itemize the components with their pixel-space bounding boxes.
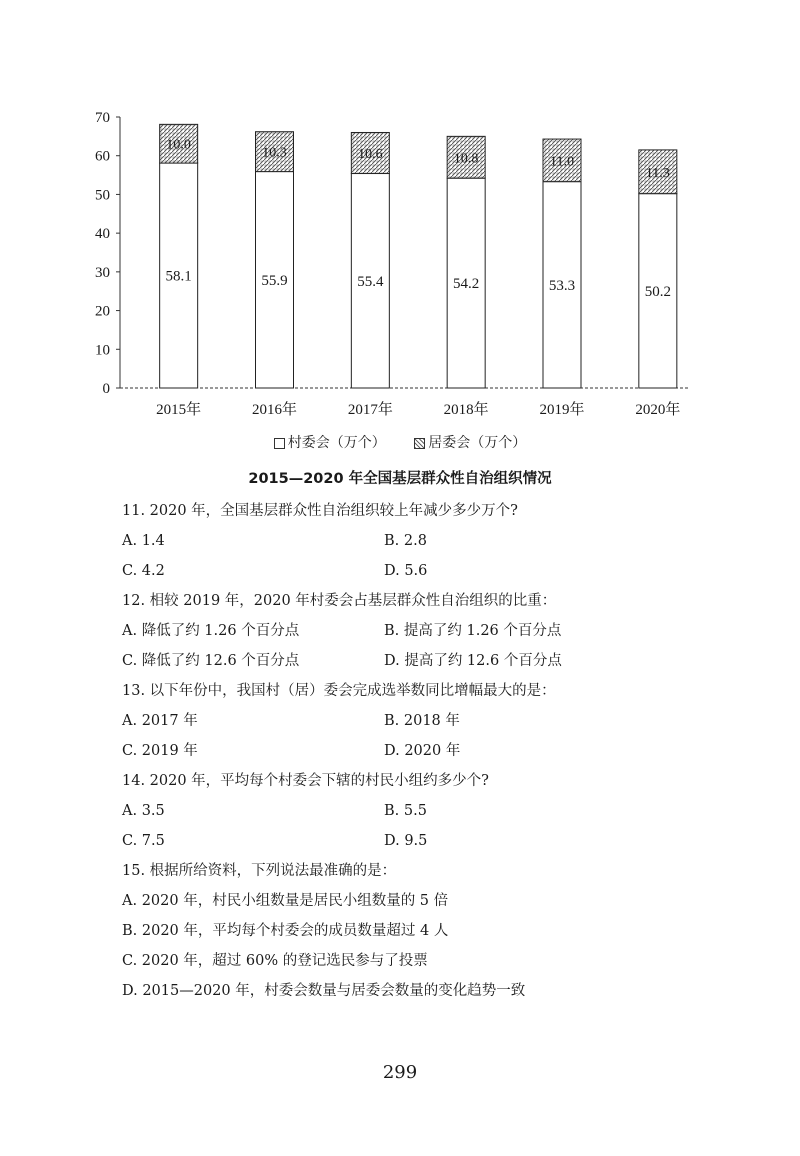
x-tick-label: 2017年 — [347, 402, 393, 418]
options — [122, 706, 682, 766]
option-c: C. 2020 年，超过 60% 的登记选民参与了投票 — [122, 953, 428, 969]
y-tick-label: 40 — [95, 226, 110, 243]
data-label-village: 50.2 — [644, 283, 671, 300]
y-tick-label: 70 — [95, 110, 110, 126]
option-b: B. 提高了约 1.26 个百分点 — [384, 623, 562, 639]
x-tick-label: 2015年 — [156, 402, 202, 418]
option-c: C. 7.5 — [122, 833, 165, 849]
y-tick-label: 50 — [95, 187, 110, 204]
options — [122, 616, 682, 676]
option-c: C. 4.2 — [122, 563, 165, 579]
option-d: D. 提高了约 12.6 个百分点 — [384, 653, 562, 669]
y-tick-label: 60 — [95, 148, 110, 165]
data-label-village: 54.2 — [453, 276, 480, 293]
option-d: D. 2015—2020 年，村委会数量与居委会数量的变化趋势一致 — [122, 983, 526, 999]
legend-label-village: 村委会（万个） — [287, 435, 386, 451]
x-tick-label: 2018年 — [443, 402, 489, 418]
data-label-village: 55.4 — [357, 273, 384, 290]
y-tick-label: 30 — [95, 264, 110, 281]
option-b: B. 5.5 — [384, 803, 427, 819]
legend-item-village — [274, 432, 386, 452]
options — [122, 796, 682, 856]
options — [122, 526, 682, 586]
data-label-residents: 10.3 — [262, 145, 287, 161]
question-14 — [122, 766, 682, 856]
question-list — [122, 496, 682, 1006]
x-tick-label: 2016年 — [251, 402, 298, 418]
option-d: D. 5.6 — [384, 563, 428, 579]
question-stem: 12. 相较 2019 年，2020 年村委会占基层群众性自治组织的比重： — [122, 593, 557, 609]
data-label-residents: 10.8 — [453, 151, 479, 167]
data-label-village: 55.9 — [261, 272, 288, 289]
data-label-village: 53.3 — [548, 277, 576, 294]
option-b: B. 2018 年 — [384, 713, 460, 729]
question-13 — [122, 676, 682, 766]
legend-item-residents — [414, 432, 526, 452]
question-15 — [122, 856, 682, 1006]
chart-legend — [0, 432, 800, 452]
data-label-residents: 11.0 — [550, 154, 574, 170]
question-12 — [122, 586, 682, 676]
data-label-residents: 11.3 — [645, 165, 670, 181]
chart-title: 2015—2020 年全国基层群众性自治组织情况 — [248, 471, 552, 487]
page-number: 299 — [382, 1062, 418, 1083]
y-tick-label: 20 — [95, 303, 110, 320]
option-a: A. 3.5 — [122, 803, 165, 819]
option-b: B. 2020 年，平均每个村委会的成员数量超过 4 人 — [122, 923, 449, 939]
question-stem: 13. 以下年份中，我国村（居）委会完成选举数同比增幅最大的是： — [122, 683, 556, 699]
options — [122, 886, 682, 1006]
option-a: A. 2020 年，村民小组数量是居民小组数量的 5 倍 — [122, 893, 449, 909]
option-d: D. 2020 年 — [384, 743, 461, 759]
option-b: B. 2.8 — [384, 533, 427, 549]
legend-swatch-hatched — [414, 438, 425, 449]
option-a: A. 2017 年 — [122, 713, 198, 729]
question-stem: 15. 根据所给资料，下列说法最准确的是： — [122, 863, 397, 879]
y-tick-label: 0 — [102, 381, 110, 397]
question-stem: 11. 2020 年，全国基层群众性自治组织较上年减少多少万个? — [122, 503, 518, 519]
legend-swatch-plain — [274, 438, 285, 449]
question-11 — [122, 496, 682, 586]
y-tick-label: 10 — [95, 342, 110, 359]
stacked-bar-chart — [0, 0, 800, 430]
option-a: A. 降低了约 1.26 个百分点 — [122, 623, 300, 639]
option-c: C. 降低了约 12.6 个百分点 — [122, 653, 300, 669]
question-stem: 14. 2020 年，平均每个村委会下辖的村民小组约多少个? — [122, 773, 489, 789]
option-d: D. 9.5 — [384, 833, 428, 849]
data-label-village: 58.1 — [165, 268, 192, 285]
data-label-residents: 10.6 — [358, 147, 383, 163]
option-c: C. 2019 年 — [122, 743, 198, 759]
x-tick-label: 2020年 — [635, 402, 681, 418]
chart-bars — [160, 124, 677, 388]
option-a: A. 1.4 — [122, 533, 165, 549]
legend-label-residents: 居委会（万个） — [428, 435, 527, 451]
x-tick-label: 2019年 — [539, 402, 585, 418]
data-label-residents: 10.0 — [166, 137, 191, 153]
